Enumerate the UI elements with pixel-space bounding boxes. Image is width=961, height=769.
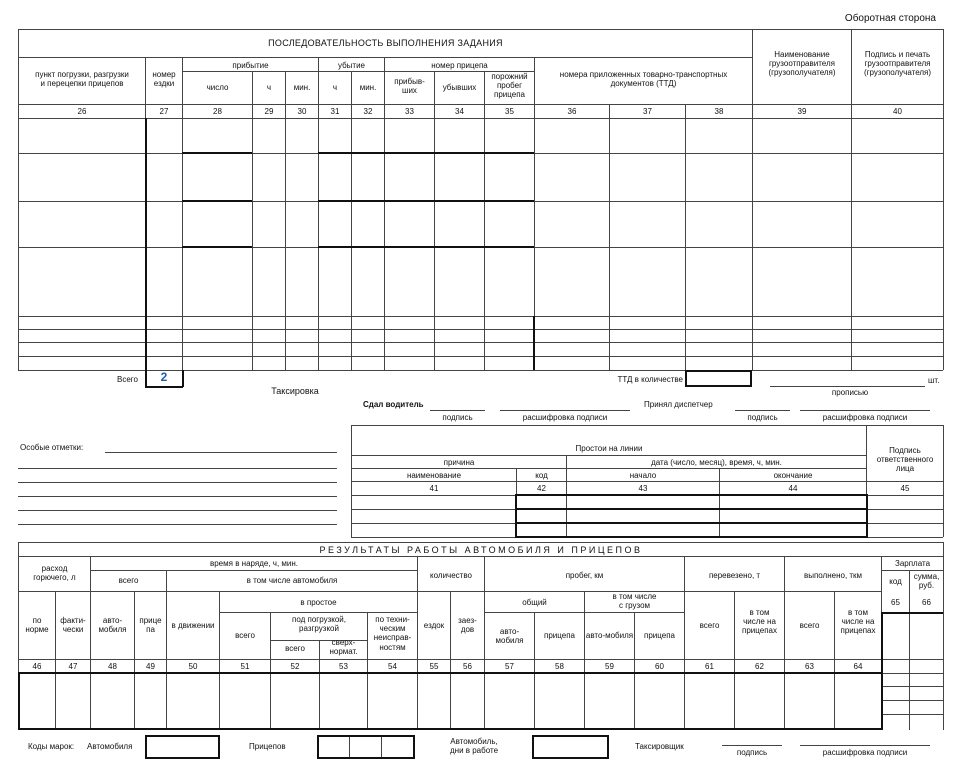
col-num: 63	[805, 662, 814, 671]
col-num: 52	[290, 662, 300, 671]
col-num: 43	[638, 484, 648, 493]
taxer-signature-caption: подпись	[736, 748, 768, 757]
total-value: 2	[160, 370, 168, 384]
idle-total: всего	[235, 631, 255, 640]
col-num: 55	[429, 662, 439, 671]
downtime-code: код	[535, 471, 548, 480]
page-side-label: Оборотная сторона	[844, 13, 936, 24]
col-num: 31	[330, 107, 340, 116]
total-label: Всего	[117, 375, 138, 384]
driver-signature-caption: подпись	[442, 413, 473, 422]
transported-header: перевезено, т	[708, 571, 761, 580]
tech-header: по техни- ческим неисправ- ностям	[373, 615, 412, 652]
count-header: количество	[430, 571, 472, 580]
col-num: 41	[429, 484, 439, 493]
col-num: 46	[32, 662, 42, 671]
col-num: 65	[891, 598, 900, 607]
header-day: число	[206, 83, 229, 92]
header-hour-2: ч	[332, 83, 338, 92]
col-num: 32	[363, 107, 373, 116]
ttd-count-box[interactable]	[685, 370, 752, 387]
col-num: 49	[146, 662, 155, 671]
col-num: 53	[339, 662, 348, 671]
col-num: 57	[505, 662, 514, 671]
header-hour: ч	[266, 83, 272, 92]
col-num: 45	[900, 484, 910, 493]
col-num: 47	[68, 662, 78, 671]
col-num: 27	[159, 107, 169, 116]
with-cargo-header: в том числе с грузом	[612, 592, 657, 611]
col-num: 59	[605, 662, 614, 671]
under-load-over: сверх- нормат.	[329, 638, 358, 657]
downtime-reason: причина	[443, 458, 475, 467]
cargo-trailer: прицепа	[644, 631, 675, 640]
col-num: 40	[893, 107, 902, 116]
mileage-header: пробег, км	[565, 571, 604, 580]
salary-code: код	[889, 577, 902, 586]
col-num: 58	[555, 662, 564, 671]
downtime-name: наименование	[406, 471, 462, 480]
col-num: 30	[297, 107, 307, 116]
done-trailers: в том числе на прицепах	[840, 608, 876, 636]
time-total: всего	[118, 576, 139, 585]
header-departure: убытие	[337, 61, 365, 70]
col-num: 42	[537, 484, 546, 493]
brand-codes-label: Коды марок:	[28, 742, 75, 751]
dispatcher-label: Принял диспетчер	[644, 400, 713, 409]
fuel-norm: по норме	[25, 616, 49, 635]
idle-header: в простое	[300, 598, 337, 607]
header-arriving: прибыв- ших	[394, 77, 425, 96]
time-trailer: прице па	[139, 616, 162, 635]
time-car: авто- мобиля	[98, 616, 127, 635]
taxer-decode-caption: расшифровка подписи	[822, 748, 908, 757]
col-num: 62	[755, 662, 764, 671]
col-num: 36	[567, 107, 577, 116]
downtime-title: Простои на линии	[575, 444, 643, 453]
results-title: РЕЗУЛЬТАТЫ РАБОТЫ АВТОМОБИЛЯ И ПРИЦЕПОВ	[319, 545, 643, 555]
dispatcher-signature-caption: подпись	[747, 413, 778, 422]
header-trailer-number: номер прицепа	[431, 61, 488, 70]
col-num: 28	[213, 107, 222, 116]
cargo-car: авто-мобиля	[585, 631, 634, 640]
ttd-count-label: ТТД в количестве	[617, 375, 683, 384]
col-num: 56	[463, 662, 472, 671]
fuel-actual: факти- чески	[60, 616, 86, 635]
transported-trailers: в том числе на прицепах	[742, 608, 777, 636]
salary-header: Зарплата	[894, 559, 931, 568]
transported-total: всего	[699, 621, 720, 630]
col-num: 26	[77, 107, 87, 116]
header-shipper-sign: Подпись и печать грузоотправителя (грузополучателя)	[863, 50, 932, 78]
driver-handed-label: Сдал водитель	[363, 400, 424, 409]
col-num: 64	[853, 662, 863, 671]
header-ttn: номера приложенных товарно-транспортных документов (ТТД)	[559, 70, 728, 89]
dispatcher-decode-caption: расшифровка подписи	[822, 413, 908, 422]
salary-sum: сумма, руб.	[913, 572, 940, 591]
section-title: ПОСЛЕДОВАТЕЛЬНОСТЬ ВЫПОЛНЕНИЯ ЗАДАНИЯ	[268, 38, 503, 48]
downtime-start: начало	[629, 471, 657, 480]
trips-header: ездок	[423, 621, 445, 630]
driver-decode-caption: расшифровка подписи	[522, 413, 608, 422]
pcs-label: шт.	[928, 376, 940, 385]
special-notes-label: Особые отметки:	[20, 443, 84, 452]
col-num: 39	[797, 107, 807, 116]
downtime-responsible: Подпись ответственного лица	[876, 446, 934, 474]
col-num: 60	[655, 662, 664, 671]
overall-header: общий	[522, 598, 547, 607]
done-header: выполнено, ткм	[803, 571, 863, 580]
mileage-car: авто- мобиля	[495, 627, 524, 646]
col-num: 37	[643, 107, 652, 116]
in-words-label: прописью	[831, 388, 869, 397]
header-shipper: Наименование грузоотправителя (грузополучателя)	[768, 50, 836, 78]
mileage-trailer: прицепа	[544, 631, 575, 640]
col-num: 34	[455, 107, 464, 116]
header-minute: мин.	[293, 83, 311, 92]
fuel-header: расход горючего, л	[33, 564, 76, 583]
stops-header: заез- дов	[458, 616, 477, 635]
car-days-box[interactable]	[532, 735, 609, 759]
col-num: 66	[922, 598, 931, 607]
col-num: 51	[240, 662, 250, 671]
header-empty-run: порожний пробег прицепа	[491, 72, 528, 100]
taxer-label: Таксировщик	[635, 742, 684, 751]
col-num: 33	[405, 107, 414, 116]
header-trip-number: номер ездки	[152, 70, 176, 89]
time-in-order-header: время в наряде, ч, мин.	[209, 559, 299, 568]
under-load-header: под погрузкой, разгрузкой	[292, 615, 346, 634]
col-num: 44	[788, 484, 798, 493]
col-num: 48	[108, 662, 117, 671]
col-num: 50	[188, 662, 198, 671]
col-num: 61	[705, 662, 714, 671]
header-leaving: убывших	[442, 83, 477, 92]
col-num: 29	[264, 107, 274, 116]
col-num: 54	[388, 662, 397, 671]
in-motion: в движении	[171, 621, 215, 630]
col-num: 35	[505, 107, 514, 116]
header-arrival: прибытие	[232, 61, 269, 70]
header-minute-2: мин.	[359, 83, 377, 92]
car-code-box[interactable]	[145, 735, 220, 759]
downtime-datetime: дата (число, месяц), время, ч, мин.	[651, 458, 782, 467]
downtime-end: окончание	[773, 471, 813, 480]
under-load-total: всего	[285, 644, 305, 653]
car-days-label: Автомобиль, дни в работе	[449, 737, 499, 756]
trailer-code-label: Прицепов	[249, 742, 286, 751]
done-total: всего	[799, 621, 820, 630]
incl-car-header: в том числе автомобиля	[246, 576, 338, 585]
trailer-code-box[interactable]	[317, 735, 415, 759]
car-code-label: Автомобиля	[87, 742, 133, 751]
taxing-label: Таксировка	[271, 386, 319, 396]
header-point: пункт погрузки, разгрузки и перецепки прицепов	[35, 70, 129, 89]
col-num: 38	[714, 107, 724, 116]
